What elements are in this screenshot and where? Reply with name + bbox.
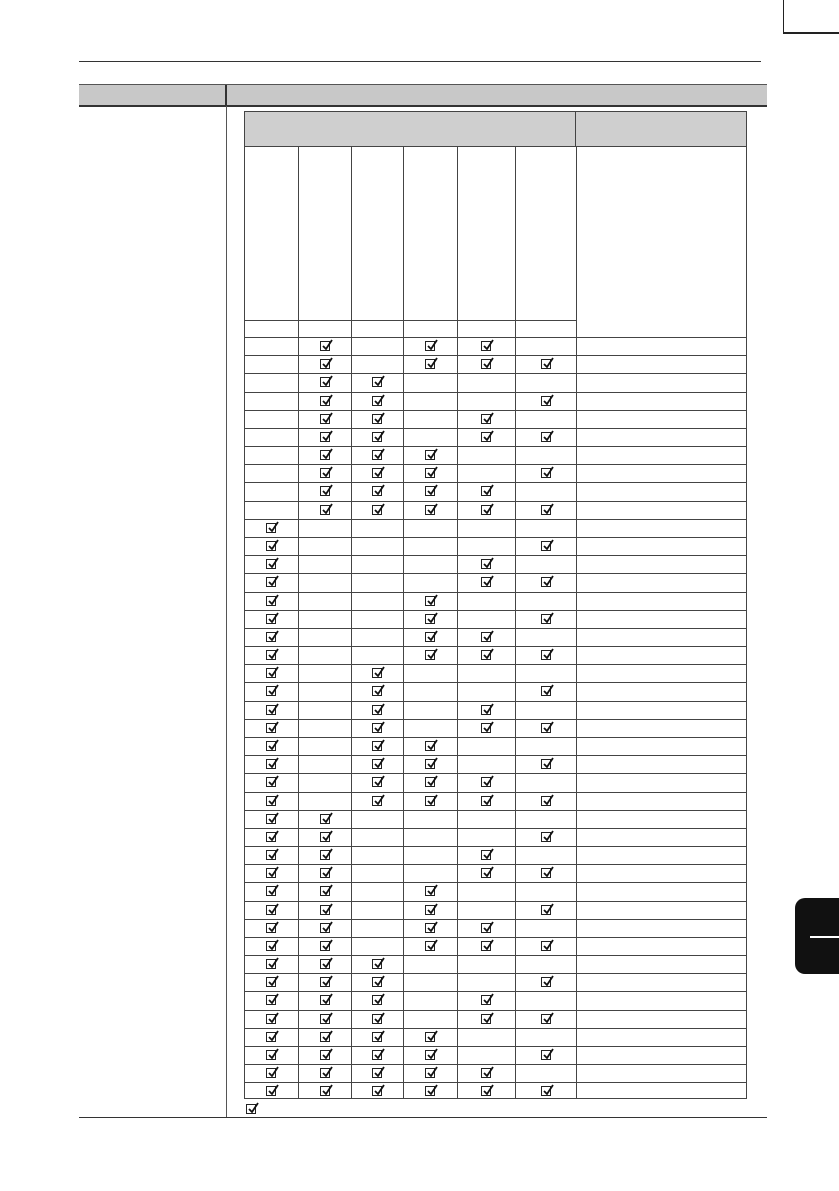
checked-box-icon	[266, 668, 276, 678]
checked-box-icon	[481, 941, 491, 951]
checked-box-icon	[541, 359, 551, 369]
checked-box-icon	[541, 577, 551, 587]
checked-box-icon	[481, 577, 491, 587]
checked-box-icon	[266, 632, 276, 642]
table-row-rule	[244, 882, 747, 883]
checked-box-icon	[320, 432, 330, 442]
checked-box-icon	[320, 850, 330, 860]
checked-box-icon	[481, 1086, 491, 1096]
table-row-rule	[244, 646, 747, 647]
checked-box-icon	[266, 905, 276, 915]
checked-box-icon	[425, 1086, 435, 1096]
checked-box-icon	[425, 796, 435, 806]
checked-box-icon	[266, 741, 276, 751]
checked-box-icon	[372, 741, 382, 751]
checked-box-icon	[266, 1086, 276, 1096]
checked-box-icon	[372, 1086, 382, 1096]
checked-box-icon	[425, 486, 435, 496]
checked-box-icon	[266, 814, 276, 824]
checked-box-icon	[266, 868, 276, 878]
checked-box-icon	[320, 886, 330, 896]
checked-box-icon	[372, 959, 382, 969]
checked-box-icon	[541, 941, 551, 951]
checked-box-icon	[266, 886, 276, 896]
table-row-rule	[244, 428, 747, 429]
checked-box-icon	[481, 414, 491, 424]
table-row-rule	[244, 864, 747, 865]
table-row-rule	[244, 610, 747, 611]
table-row-rule	[244, 701, 747, 702]
table-frame	[244, 146, 747, 1099]
column-divider	[457, 146, 458, 1099]
legend-checked-box-icon	[246, 1104, 256, 1114]
table-row-rule	[244, 501, 747, 502]
checked-box-icon	[266, 850, 276, 860]
checked-box-icon	[320, 1032, 330, 1042]
checked-box-icon	[481, 650, 491, 660]
checked-box-icon	[320, 941, 330, 951]
table-row-rule	[244, 937, 747, 938]
checked-box-icon	[372, 705, 382, 715]
table-row-rule	[244, 1046, 747, 1047]
checked-box-icon	[320, 414, 330, 424]
settings-table	[244, 111, 747, 1099]
checked-box-icon	[425, 1050, 435, 1060]
checked-box-icon	[372, 977, 382, 987]
table-row-rule	[244, 901, 747, 902]
checked-box-icon	[372, 450, 382, 460]
table-row-rule	[244, 373, 747, 374]
checked-box-icon	[266, 995, 276, 1005]
table-row-rule	[244, 773, 747, 774]
page-header-rule	[79, 61, 761, 62]
checked-box-icon	[320, 359, 330, 369]
checked-box-icon	[372, 1050, 382, 1060]
table-row-rule	[244, 919, 747, 920]
table-row-rule	[244, 1010, 747, 1011]
checked-box-icon	[372, 759, 382, 769]
table-row-rule	[244, 555, 747, 556]
table-row-rule	[244, 592, 747, 593]
checked-box-icon	[541, 468, 551, 478]
checked-box-icon	[425, 759, 435, 769]
checked-box-icon	[541, 1050, 551, 1060]
table-row-rule	[244, 355, 747, 356]
checked-box-icon	[541, 1014, 551, 1024]
checked-box-icon	[320, 1086, 330, 1096]
checked-box-icon	[320, 868, 330, 878]
checked-box-icon	[425, 450, 435, 460]
checked-box-icon	[266, 959, 276, 969]
checked-box-icon	[425, 505, 435, 515]
table-row-rule	[244, 973, 747, 974]
checked-box-icon	[266, 541, 276, 551]
checked-box-icon	[266, 796, 276, 806]
checked-box-icon	[541, 759, 551, 769]
checked-box-icon	[481, 796, 491, 806]
checked-box-icon	[372, 1068, 382, 1078]
checked-box-icon	[481, 705, 491, 715]
checked-box-icon	[425, 1068, 435, 1078]
checked-box-icon	[425, 923, 435, 933]
table-row-rule	[244, 828, 747, 829]
checked-box-icon	[320, 905, 330, 915]
header-group-a	[244, 111, 576, 147]
table-row-rule	[244, 410, 747, 411]
checked-box-icon	[266, 1014, 276, 1024]
checked-box-icon	[266, 941, 276, 951]
checked-box-icon	[481, 995, 491, 1005]
table-row-rule	[244, 1028, 747, 1029]
checked-box-icon	[541, 541, 551, 551]
checked-box-icon	[372, 396, 382, 406]
checked-box-icon	[541, 832, 551, 842]
checked-box-icon	[320, 1068, 330, 1078]
crop-mark-vertical	[783, 0, 784, 32]
checked-box-icon	[266, 686, 276, 696]
checked-box-icon	[320, 923, 330, 933]
checked-box-icon	[541, 977, 551, 987]
table-row-rule	[244, 755, 747, 756]
table-row-rule	[244, 446, 747, 447]
checked-box-icon	[425, 777, 435, 787]
checked-box-icon	[425, 905, 435, 915]
checked-box-icon	[266, 777, 276, 787]
table-row-rule	[244, 846, 747, 847]
checked-box-icon	[266, 1050, 276, 1060]
checked-box-icon	[425, 941, 435, 951]
checked-box-icon	[481, 850, 491, 860]
checked-box-icon	[320, 450, 330, 460]
checked-box-icon	[320, 959, 330, 969]
checked-box-icon	[372, 377, 382, 387]
checked-box-icon	[372, 777, 382, 787]
checked-box-icon	[481, 359, 491, 369]
checked-box-icon	[541, 432, 551, 442]
table-row-rule	[244, 737, 747, 738]
table-row-rule	[244, 1082, 747, 1083]
checked-box-icon	[541, 905, 551, 915]
checked-box-icon	[481, 1014, 491, 1024]
checked-box-icon	[320, 377, 330, 387]
checked-box-icon	[425, 468, 435, 478]
checked-box-icon	[481, 505, 491, 515]
checked-box-icon	[481, 486, 491, 496]
checked-box-icon	[320, 468, 330, 478]
section-tab-line	[810, 936, 839, 938]
checked-box-icon	[320, 1014, 330, 1024]
table-row-rule	[244, 1064, 747, 1065]
table-row-rule	[244, 537, 747, 538]
table-row-rule	[244, 464, 747, 465]
checked-box-icon	[320, 396, 330, 406]
checked-box-icon	[320, 977, 330, 987]
body-column-divider	[226, 106, 227, 1118]
header-group-b	[575, 111, 747, 147]
checked-box-icon	[481, 632, 491, 642]
checked-box-icon	[320, 486, 330, 496]
checked-box-icon	[266, 923, 276, 933]
checked-box-icon	[266, 705, 276, 715]
column-divider	[298, 146, 299, 1099]
checked-box-icon	[372, 1032, 382, 1042]
table-row-rule	[244, 482, 747, 483]
checked-box-icon	[481, 1068, 491, 1078]
checked-box-icon	[372, 432, 382, 442]
checked-box-icon	[425, 359, 435, 369]
checked-box-icon	[266, 832, 276, 842]
header-label-rule	[244, 320, 576, 321]
checked-box-icon	[481, 777, 491, 787]
checked-box-icon	[266, 596, 276, 606]
checked-box-icon	[372, 1014, 382, 1024]
checked-box-icon	[425, 886, 435, 896]
checked-box-icon	[320, 1050, 330, 1060]
checked-box-icon	[320, 995, 330, 1005]
checked-box-icon	[372, 796, 382, 806]
table-row-rule	[244, 628, 747, 629]
checked-box-icon	[541, 505, 551, 515]
checked-box-icon	[320, 505, 330, 515]
table-row-rule	[244, 664, 747, 665]
checked-box-icon	[425, 1032, 435, 1042]
checked-box-icon	[266, 1032, 276, 1042]
crop-mark-horizontal	[783, 32, 839, 34]
checked-box-icon	[266, 759, 276, 769]
column-divider	[351, 146, 352, 1099]
table-row-rule	[244, 519, 747, 520]
result-column-divider	[576, 146, 577, 1099]
column-divider	[515, 146, 516, 1099]
checked-box-icon	[266, 723, 276, 733]
checked-box-icon	[481, 923, 491, 933]
checked-box-icon	[481, 868, 491, 878]
table-row-rule	[244, 682, 747, 683]
checked-box-icon	[425, 632, 435, 642]
checked-box-icon	[541, 650, 551, 660]
table-row-rule	[244, 719, 747, 720]
checked-box-icon	[266, 559, 276, 569]
checked-box-icon	[266, 523, 276, 533]
table-row-rule	[244, 991, 747, 992]
checked-box-icon	[541, 396, 551, 406]
title-bar-divider	[225, 85, 227, 105]
section-title-bar	[79, 84, 767, 107]
checked-box-icon	[320, 832, 330, 842]
checked-box-icon	[541, 614, 551, 624]
checked-box-icon	[266, 614, 276, 624]
checked-box-icon	[425, 741, 435, 751]
checked-box-icon	[541, 686, 551, 696]
checked-box-icon	[266, 650, 276, 660]
header-bottom-rule	[244, 337, 747, 338]
checked-box-icon	[266, 977, 276, 987]
checked-box-icon	[266, 1068, 276, 1078]
table-row-rule	[244, 792, 747, 793]
checked-box-icon	[481, 559, 491, 569]
checked-box-icon	[541, 723, 551, 733]
checked-box-icon	[541, 796, 551, 806]
column-divider	[403, 146, 404, 1099]
checked-box-icon	[425, 614, 435, 624]
checked-box-icon	[541, 868, 551, 878]
table-row-rule	[244, 810, 747, 811]
checked-box-icon	[320, 814, 330, 824]
page-footer-rule	[79, 1117, 767, 1118]
table-row-rule	[244, 573, 747, 574]
checked-box-icon	[372, 505, 382, 515]
table-row-rule	[244, 955, 747, 956]
checked-box-icon	[372, 995, 382, 1005]
checked-box-icon	[425, 341, 435, 351]
checked-box-icon	[481, 341, 491, 351]
checked-box-icon	[481, 432, 491, 442]
checked-box-icon	[266, 577, 276, 587]
checked-box-icon	[541, 1086, 551, 1096]
checked-box-icon	[372, 468, 382, 478]
checked-box-icon	[425, 596, 435, 606]
checked-box-icon	[372, 723, 382, 733]
checked-box-icon	[372, 486, 382, 496]
checked-box-icon	[372, 686, 382, 696]
checked-box-icon	[372, 414, 382, 424]
table-row-rule	[244, 392, 747, 393]
checked-box-icon	[372, 668, 382, 678]
checked-box-icon	[320, 341, 330, 351]
checked-box-icon	[481, 723, 491, 733]
checked-box-icon	[425, 650, 435, 660]
